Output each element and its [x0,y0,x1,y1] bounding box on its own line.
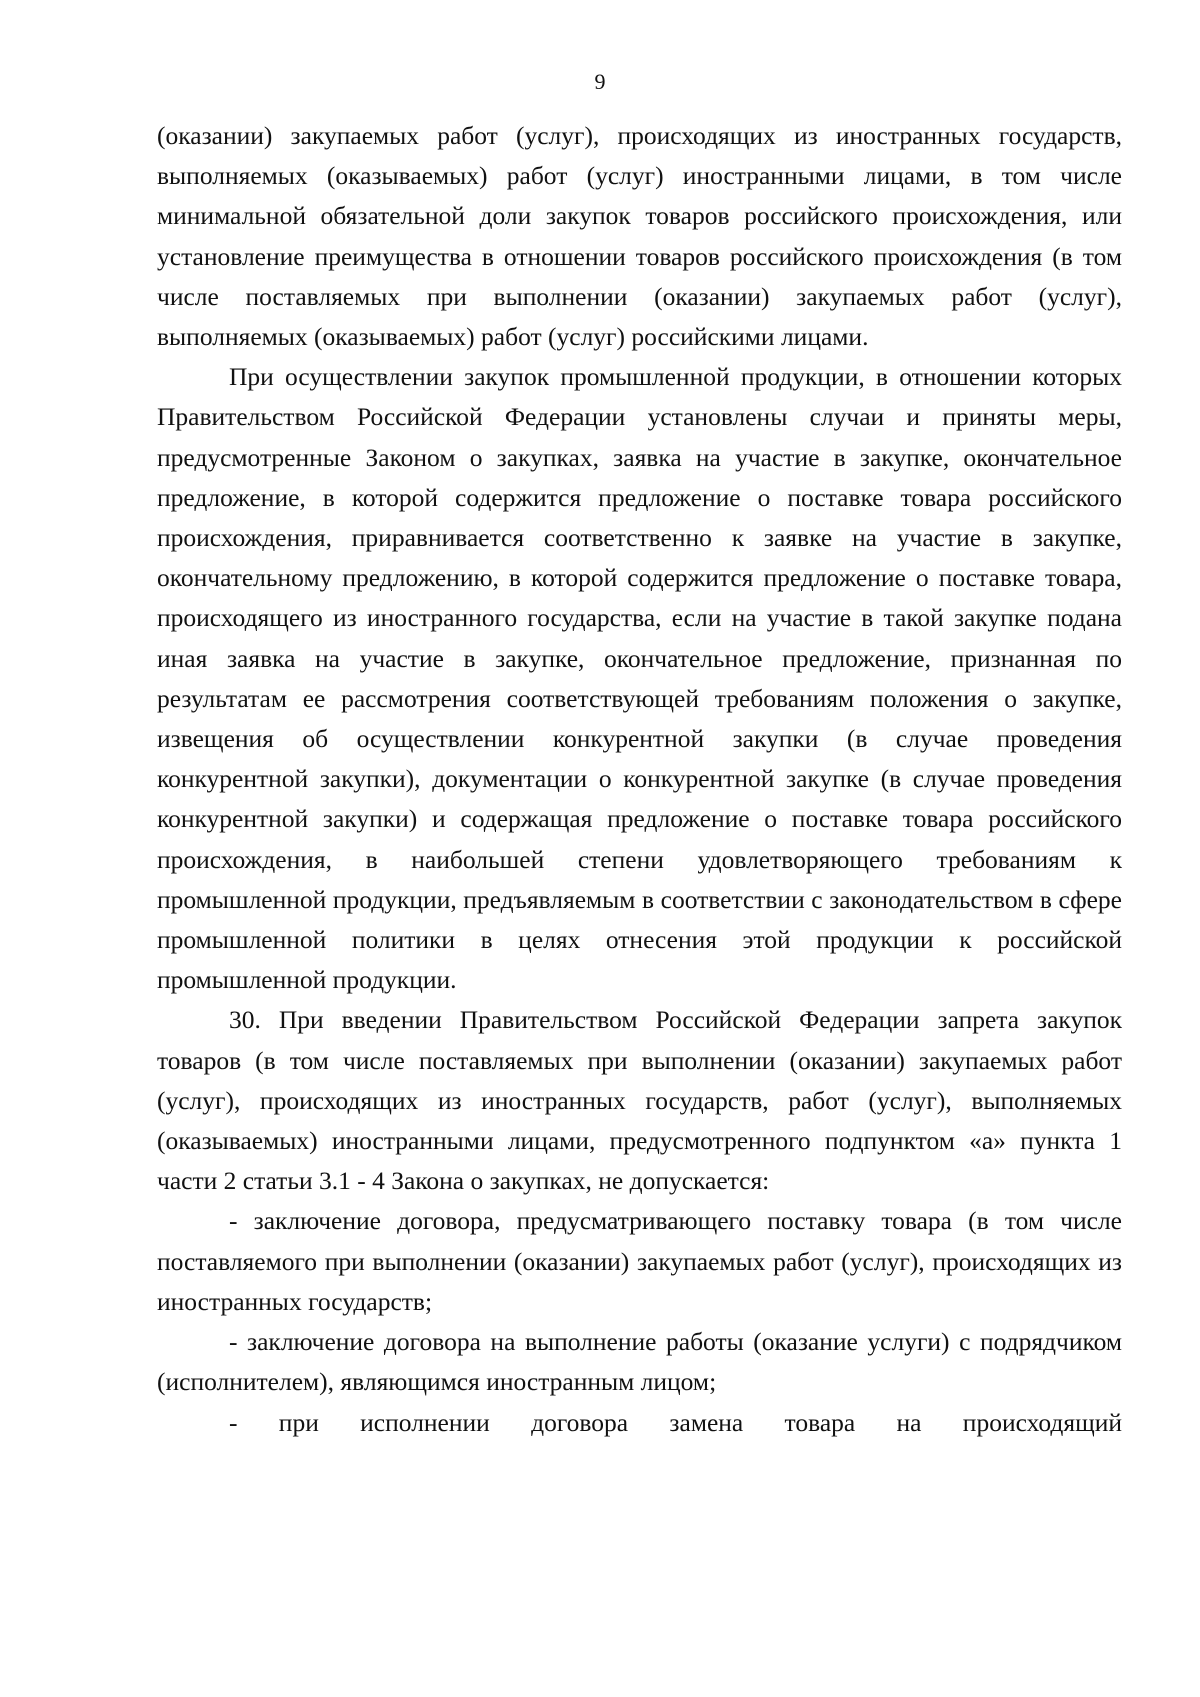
paragraph-industrial-products: При осуществлении закупок промышленной продукции, в отношении которых Правительством Российской Федерации установлены случаи и приняты меры, предусмотренные Законом о закупках, заявка на участие в закупке, окончательное предложение, в которой содержится предложение о поставке товара российского происхождения, приравнивается соответственно к заявке на участие в закупке, окончательному предложению, в которой содержится предложение о поставке товара, происходящего из иностранного государства, если на участие в такой закупке подана иная заявка на участие в закупке, окончательное предложение, признанная по результатам ее рассмотрения соответствующей требованиям положения о закупке, извещения об осуществлении конкурентной закупки (в случае проведения конкурентной закупки), документации о конкурентной закупке (в случае проведения конкурентной закупки) и содержащая предложение о поставке товара российского происхождения, в наибольшей степени удовлетворяющего требованиям к промышленной продукции, предъявляемым в соответствии с законодательством в сфере промышленной политики в целях отнесения этой продукции к российской промышленной продукции. [157,362,1122,995]
paragraph-item-30: 30. При введении Правительством Российской Федерации запрета закупок товаров (в том числе поставляемых при выполнении (оказании) закупаемых работ (услуг), происходящих из иностранных государств, работ (услуг), выполняемых (оказываемых) иностранными лицами, предусмотренного подпунктом «а» пункта 1 части 2 статьи 3.1 - 4 Закона о закупках, не допускается: [157,1005,1122,1196]
list-item-contract-goods: - заключение договора, предусматривающего поставку товара (в том числе поставляемого при выполнении (оказании) закупаемых работ (услуг), происходящих из иностранных государств; [157,1206,1122,1316]
document-body [157,116,1122,1443]
list-item-replacement: - при исполнении договора замена товара на происходящий [229,1407,1122,1437]
paragraph-continuation: (оказании) закупаемых работ (услуг), происходящих из иностранных государств, выполняемых (оказываемых) работ (услуг) иностранными лицами, в том числе минимальной обязательной доли закупок товаров российского происхождения, или установление преимущества в отношении товаров российского происхождения (в том числе поставляемых при выполнении (оказании) закупаемых работ (услуг), выполняемых (оказываемых) работ (услуг) российскими лицами. [157,121,1122,352]
list-item-contract-works: - заключение договора на выполнение работы (оказание услуги) с подрядчиком (исполнителем), являющимся иностранным лицом; [157,1327,1122,1397]
page-number: 9 [594,69,606,94]
